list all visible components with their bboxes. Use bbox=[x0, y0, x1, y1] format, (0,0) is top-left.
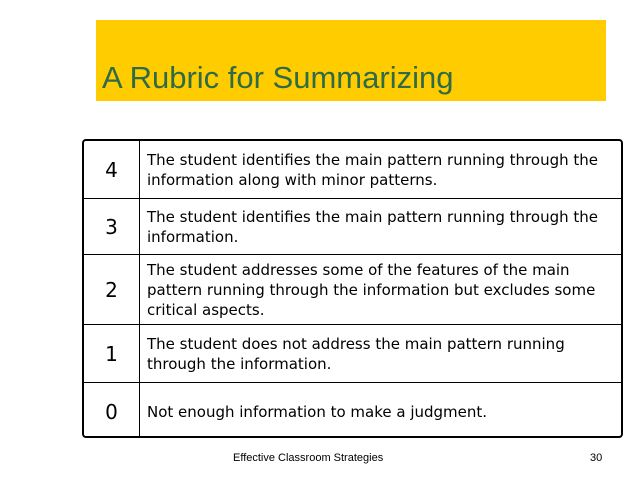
rubric-table bbox=[82, 139, 623, 438]
footer-text: Effective Classroom Strategies bbox=[233, 452, 384, 464]
description-cell: Not enough information to make a judgment. bbox=[147, 402, 488, 421]
score-cell: 1 bbox=[84, 325, 140, 382]
rubric-row bbox=[84, 382, 621, 438]
score-cell: 3 bbox=[84, 199, 140, 254]
score-cell: 0 bbox=[84, 383, 140, 438]
description-cell: The student identifies the main pattern running through the information along with minor patterns. bbox=[147, 150, 598, 189]
description-cell: The student identifies the main pattern running through the information. bbox=[147, 207, 598, 246]
slide-title: A Rubric for Summarizing bbox=[102, 60, 454, 95]
page-number: 30 bbox=[590, 452, 603, 464]
rubric-row bbox=[84, 324, 621, 382]
description-cell: The student addresses some of the features of the main pattern running through the information but excludes some critical aspects. bbox=[147, 260, 596, 319]
description-cell: The student does not address the main pattern running through the information. bbox=[147, 334, 565, 373]
score-cell: 4 bbox=[84, 141, 140, 198]
rubric-row bbox=[84, 254, 621, 324]
rubric-row bbox=[84, 198, 621, 254]
rubric-row bbox=[84, 141, 621, 198]
score-cell: 2 bbox=[84, 255, 140, 324]
